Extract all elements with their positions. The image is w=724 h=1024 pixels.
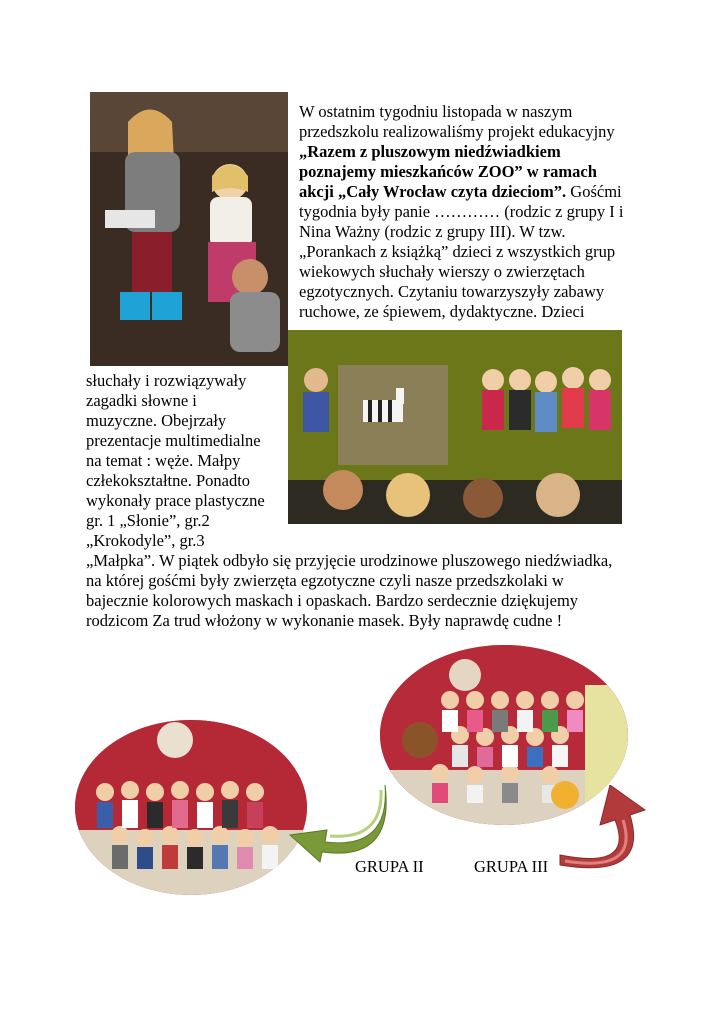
intro-line-2: przedszkolu realizowaliśmy projekt edukacyjny — [299, 122, 615, 141]
group-2-label: GRUPA II — [355, 857, 424, 876]
photo-zebra-presentation — [288, 330, 622, 524]
left-line-9: „Krokodyle”, gr.3 — [86, 531, 205, 550]
group-3-label: GRUPA III — [474, 857, 549, 876]
intro-line-11: ruchowe, ze śpiewem, dydaktyczne. Dzieci — [299, 302, 585, 321]
photo-group-2 — [75, 720, 307, 895]
left-line-7: wykonały prace plastyczne — [86, 491, 265, 510]
intro-line-6: tygodnia były panie ………… (rodzic z grupy I i — [299, 202, 624, 221]
left-line-5: na temat : węże. Małpy — [86, 451, 241, 470]
intro-line-4: poznajemy mieszkańców ZOO” w ramach — [299, 162, 597, 181]
bottom-line-2: na której gośćmi były zwierzęta egzotyczne czyli nasze przedszkolaki w — [86, 571, 564, 590]
left-line-8: gr. 1 „Słonie”, gr.2 — [86, 511, 210, 530]
intro-line-10: egzotycznych. Czytaniu towarzyszyły zabawy — [299, 282, 605, 301]
bottom-line-4: rodzicom Za trud włożony w wykonanie masek. Były naprawdę cudne ! — [86, 611, 563, 630]
intro-line-5-suffix: Gośćmi — [566, 182, 622, 201]
photo-reading-session — [90, 92, 288, 366]
intro-line-7: Nina Ważny (rodzic z grupy III). W tzw. — [299, 222, 566, 241]
left-line-2: zagadki słowne i — [86, 391, 197, 410]
left-line-3: muzyczne. Obejrzały — [86, 411, 227, 430]
left-line-6: człekokształtne. Ponadto — [86, 471, 251, 490]
left-line-1: słuchały i rozwiązywały — [86, 371, 247, 390]
intro-line-1: W ostatnim tygodniu listopada w naszym — [299, 102, 573, 121]
intro-line-5 — [299, 182, 622, 202]
intro-line-8: „Porankach z książką” dzieci z wszystkich grup — [299, 242, 616, 261]
intro-line-9: wiekowych słuchały wierszy o zwierzętach — [299, 262, 585, 281]
bottom-line-1: „Małpka”. W piątek odbyło się przyjęcie urodzinowe pluszowego niedźwiadka, — [86, 551, 613, 570]
bottom-line-3: bajecznie kolorowych maskach i opaskach. Bardzo serdecznie dziękujemy — [86, 591, 579, 610]
intro-line-3: „Razem z pluszowym niedźwiadkiem — [299, 142, 561, 161]
intro-line-5-bold: akcji „Cały Wrocław czyta dzieciom”. — [299, 182, 567, 201]
red-curved-arrow-icon — [555, 785, 665, 880]
left-line-4: prezentacje multimedialne — [86, 431, 261, 450]
